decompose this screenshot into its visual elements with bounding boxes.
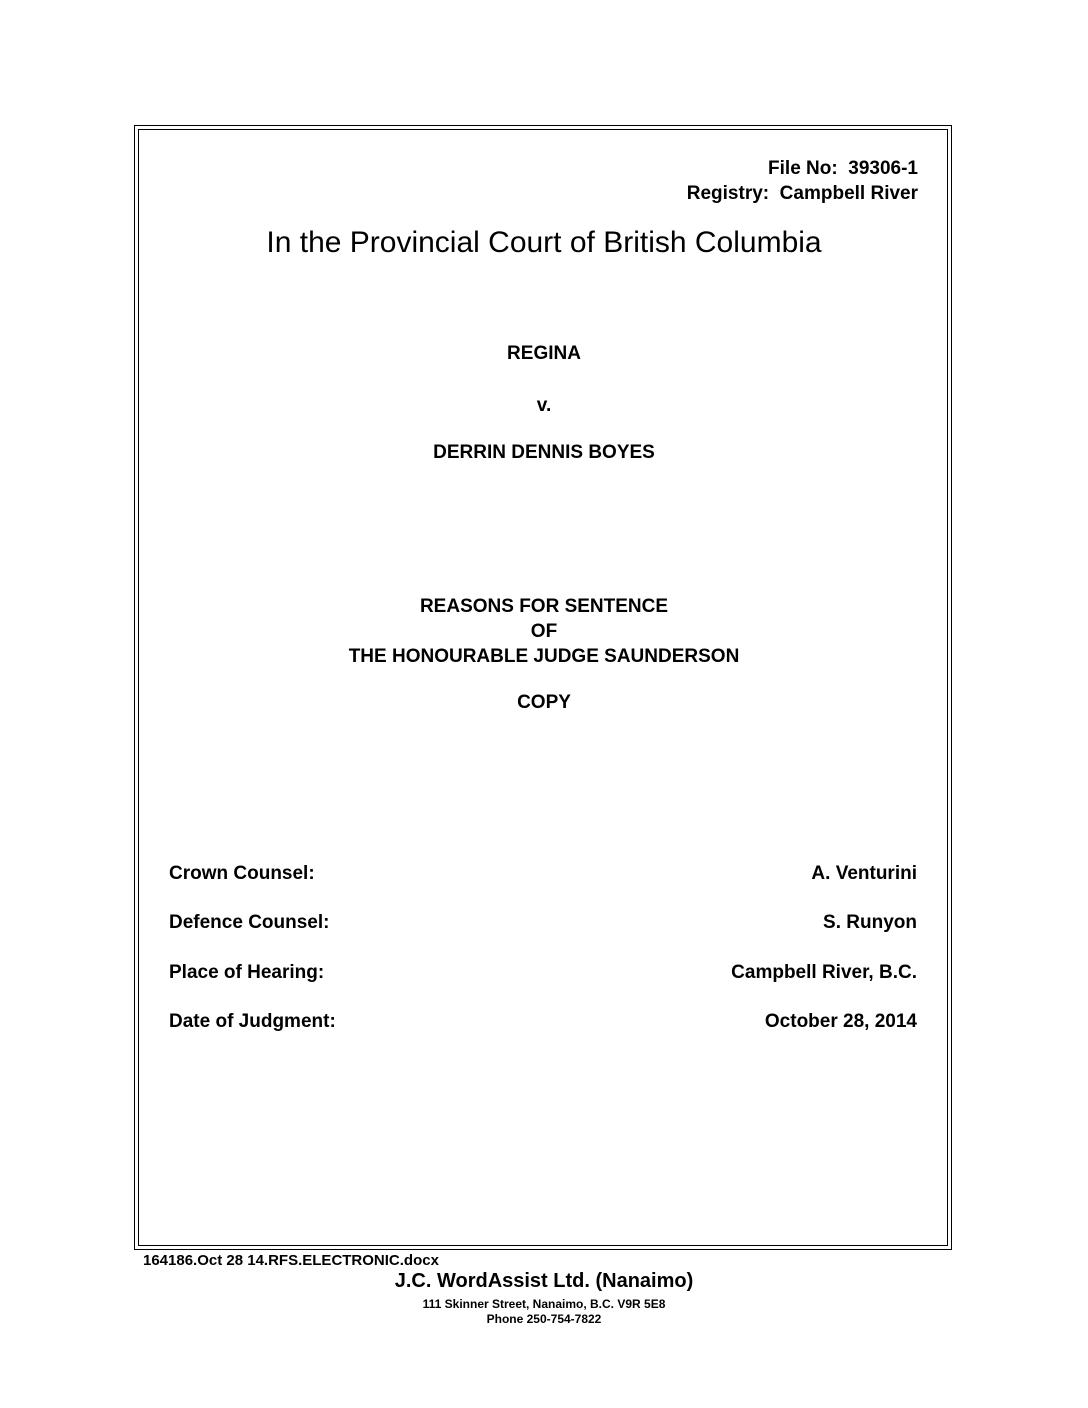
registry-label: Registry:: [686, 183, 770, 204]
footer-address: 111 Skinner Street, Nanaimo, B.C. V9R 5E8: [422, 1297, 666, 1311]
reasons-line-3: THE HONOURABLE JUDGE SAUNDERSON: [348, 646, 740, 667]
document-border-inner: [138, 129, 948, 1246]
detail-value: Campbell River, B.C.: [731, 962, 917, 983]
file-no-label: File No:: [768, 158, 838, 179]
detail-value: A. Venturini: [811, 863, 917, 884]
copy-label: COPY: [517, 692, 571, 713]
defendant-name: DERRIN DENNIS BOYES: [433, 442, 655, 463]
detail-value: S. Runyon: [823, 912, 917, 933]
footer-filename: 164186.Oct 28 14.RFS.ELECTRONIC.docx: [143, 1252, 439, 1269]
detail-label: Crown Counsel:: [169, 863, 315, 884]
file-no-value: 39306-1: [848, 158, 918, 179]
registry-value: Campbell River: [779, 183, 918, 204]
plaintiff-name: REGINA: [507, 343, 581, 364]
court-title: In the Provincial Court of British Columbia: [266, 226, 822, 259]
detail-label: Date of Judgment:: [169, 1011, 336, 1032]
file-info: [687, 156, 918, 206]
detail-row-place-of-hearing: [169, 962, 917, 984]
detail-row-defence-counsel: [169, 912, 917, 934]
reasons-line-1: REASONS FOR SENTENCE: [419, 596, 669, 617]
detail-label: Place of Hearing:: [169, 962, 325, 983]
reasons-line-2: OF: [530, 621, 558, 642]
detail-row-crown-counsel: [169, 863, 917, 885]
footer-phone: Phone 250-754-7822: [486, 1312, 602, 1326]
footer-company-name: J.C. WordAssist Ltd. (Nanaimo): [394, 1270, 694, 1292]
detail-value: October 28, 2014: [764, 1011, 917, 1032]
detail-label: Defence Counsel:: [169, 912, 330, 933]
versus-text: v.: [536, 395, 552, 416]
reasons-heading: [0, 594, 1088, 669]
detail-row-date-of-judgment: [169, 1011, 917, 1033]
